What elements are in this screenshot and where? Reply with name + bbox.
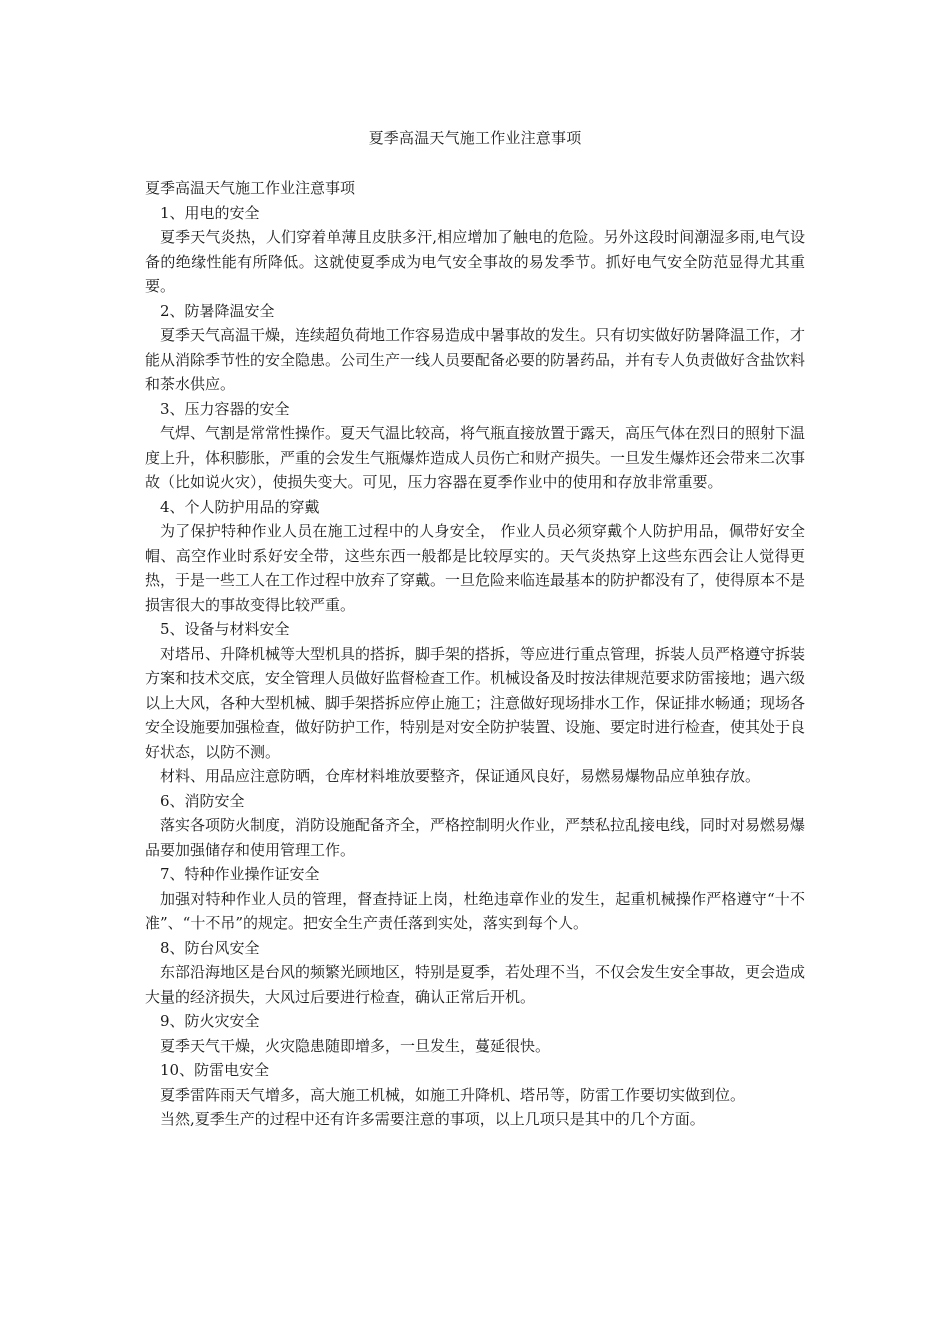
section-heading: 10、防雷电安全 xyxy=(160,1061,270,1079)
section-heading: 2、防暑降温安全 xyxy=(160,301,275,320)
section-heading: 7、特种作业操作证安全 xyxy=(160,865,320,883)
section-heading: 9、防火灾安全 xyxy=(160,1012,260,1030)
section-heading: 3、压力容器的安全 xyxy=(160,399,290,418)
section-paragraph: 材料、用品应注意防晒，仓库材料堆放要整齐，保证通风良好，易燃易爆物品应单独存放。 xyxy=(160,767,761,785)
section-heading: 1、用电的安全 xyxy=(160,203,260,222)
section-paragraph: 对塔吊、升降机械等大型机具的搭拆，脚手架的搭拆，等应进行重点管理，拆装人员严格遵守拆装方案和技术交底，安全管理人员做好监督检查工作。机械设备及时按法律规范要求防雷接地；遇六级以上大风，各种大型机械、脚手架搭拆应停止施工；注意做好现场排水工作，保证排水畅通；现场各安全设施要加强检查，做好防护工作，特别是对安全防护装置、设施、要定时进行检查，使其处于良好状态，以防不测。 xyxy=(145,644,806,761)
section-paragraph: 为了保护特种作业人员在施工过程中的人身安全， 作业人员必须穿戴个人防护用品，佩带好安全帽、高空作业时系好安全带，这些东西一般都是比较厚实的。天气炎热穿上这些东西会让人觉得更热，于是一些工人在工作过程中放弃了穿戴。一旦危险来临连最基本的防护都没有了，使得原本不是损害很大的事故变得比较严重。 xyxy=(145,522,806,614)
section-heading: 4、个人防护用品的穿戴 xyxy=(160,497,320,516)
section-paragraph: 夏季天气炎热，人们穿着单薄且皮肤多汗,相应增加了触电的危险。另外这段时间潮湿多雨,电气设备的绝缘性能有所降低。这就使夏季成为电气安全事故的易发季节。抓好电气安全防范显得尤其重要。 xyxy=(145,228,805,295)
document-subtitle: 夏季高温天气施工作业注意事项 xyxy=(145,179,356,197)
section-paragraph: 夏季天气干燥，火灾隐患随即增多，一旦发生，蔓延很快。 xyxy=(160,1036,551,1055)
section-paragraph: 夏季雷阵雨天气增多，高大施工机械，如施工升降机、塔吊等，防雷工作要切实做到位。 xyxy=(160,1085,746,1104)
section-heading: 8、防台风安全 xyxy=(160,938,260,957)
section-heading: 5、设备与材料安全 xyxy=(160,620,290,638)
document-body xyxy=(145,176,805,1132)
section-paragraph: 当然,夏季生产的过程中还有许多需要注意的事项，以上几项只是其中的几个方面。 xyxy=(160,1110,705,1128)
section-paragraph: 加强对特种作业人员的管理，督查持证上岗，杜绝违章作业的发生，起重机械操作严格遵守“十不准”、“十不吊”的规定。把安全生产责任落到实处，落实到每个人。 xyxy=(145,889,805,932)
section-paragraph: 气焊、气割是常常性操作。夏天气温比较高，将气瓶直接放置于露天，高压气体在烈日的照射下温度上升，体积膨胀，严重的会发生气瓶爆炸造成人员伤亡和财产损失。一旦发生爆炸还会带来二次事故（比如说火灾），使损失变大。可见，压力容器在夏季作业中的使用和存放非常重要。 xyxy=(145,424,806,491)
section-heading: 6、消防安全 xyxy=(160,791,245,810)
section-paragraph: 落实各项防火制度，消防设施配备齐全，严格控制明火作业，严禁私拉乱接电线，同时对易燃易爆品要加强储存和使用管理工作。 xyxy=(145,816,806,859)
section-paragraph: 东部沿海地区是台风的频繁光顾地区，特别是夏季，若处理不当，不仅会发生安全事故，更会造成大量的经济损失，大风过后要进行检查，确认正常后开机。 xyxy=(145,963,806,1006)
document-title: 夏季高温天气施工作业注意事项 xyxy=(368,129,582,147)
section-paragraph: 夏季天气高温干燥，连续超负荷地工作容易造成中暑事故的发生。只有切实做好防暑降温工作，才能从消除季节性的安全隐患。公司生产一线人员要配备必要的防暑药品，并有专人负责做好含盐饮料和茶水供应。 xyxy=(145,326,806,393)
